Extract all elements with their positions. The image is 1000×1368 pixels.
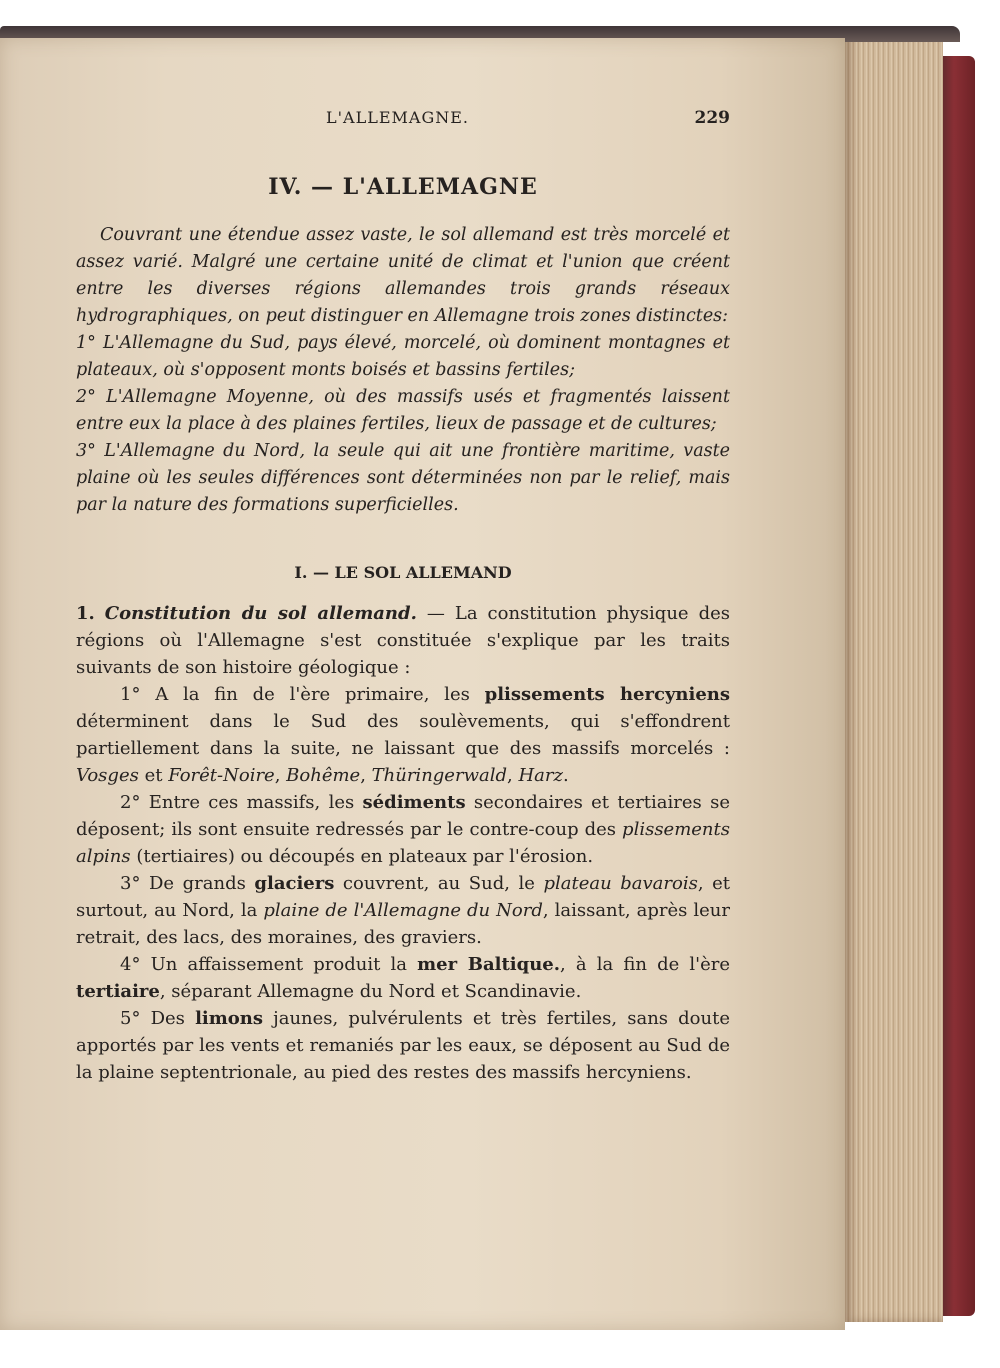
text-run: 2° Entre ces massifs, les [120,792,363,813]
book [0,26,975,1336]
paragraph-text: — La constitution physique des régions où l'Allemagne s'est constituée s'explique par les traits suivants de son histoire géologique : [76,603,730,678]
summary-item-north: 3° L'Allemagne du Nord, la seule qui ait une frontière maritime, vaste plaine où les seules différences sont déterminées non par le relief, mais par la nature des formations superficielles. [76,441,730,515]
place-name: plaine de l'Allemagne du Nord [263,900,543,921]
place-name: Thüringerwald [371,765,507,786]
place-name: Vosges [76,765,139,786]
text-run: 1° A la fin de l'ère primaire, les [120,684,485,705]
text-run: (tertiaires) ou découpés en plateaux par l'érosion. [130,846,594,867]
emphasis: limons [195,1008,264,1029]
chapter-title: IV. — L'ALLEMAGNE [268,174,538,200]
text-run: couvrent, au Sud, le [334,873,544,894]
emphasis-italic: plissements alpins [76,819,730,867]
paragraph-limons [76,1005,730,1086]
place-name: plateau bavarois [543,873,698,894]
page-content [76,108,730,1086]
text-run: , à la fin de l'ère [560,954,731,975]
paragraph-glaciers [76,870,730,951]
text-run: 3° De grands [120,873,255,894]
summary-paragraph: Couvrant une étendue assez vaste, le sol allemand est très morcelé et assez varié. Malgré une certaine unité de climat et l'union que créent entre les diverses régions allemandes trois grands réseaux hydrographiques, on peut distinguer en Allemagne trois zones distinctes: [76,225,730,326]
section-title: I. — LE SOL ALLEMAND [294,563,512,582]
emphasis: sédiments [362,792,466,813]
emphasis: tertiaire [76,981,160,1002]
running-head-title: L'ALLEMAGNE. [326,108,469,127]
summary-item-middle: 2° L'Allemagne Moyenne, où des massifs usés et fragmentés laissent entre eux la place à des plaines fertiles, lieux de passage et de cultures; [76,387,730,434]
text-run: déterminent dans le Sud des soulèvements, qui s'effondrent partiellement dans la suite, ne laissant que des massifs morcelés : [76,711,730,759]
text-run: 4° Un affaissement produit la [120,954,418,975]
running-head [76,108,730,138]
text-run: 5° Des [120,1008,196,1029]
book-page-edges [845,32,943,1322]
text-run: , [506,765,519,786]
text-run: et [138,765,169,786]
book-cover-edge [940,56,975,1316]
text-run: . [562,765,569,786]
chapter-summary [76,222,730,519]
paragraph-hercynian [76,681,730,789]
emphasis: mer Baltique. [417,954,561,975]
emphasis: glaciers [254,873,335,894]
paragraph-sediments [76,789,730,870]
text-run: , séparant Allemagne du Nord et Scandinavie. [159,981,582,1002]
emphasis: plissements hercyniens [484,684,731,705]
text-run: , laissant, après leur retrait, des lacs, des moraines, des graviers. [76,900,730,948]
page-number: 229 [694,108,730,128]
place-name: Bohême [286,765,361,786]
text-run: , [360,765,372,786]
text-run: , et surtout, au Nord, la [76,873,730,921]
paragraph-number: 1. [76,603,95,624]
text-run: secondaires et tertiaires se déposent; ils sont ensuite redressés par le contre-coup des [76,792,730,840]
text-run: jaunes, pulvérulents et très fertiles, sans doute apportés par les vents et remaniés par les eaux, se déposent au Sud de la plaine septentrionale, au pied des restes des massifs hercyniens. [76,1008,730,1083]
section-body [76,600,730,1086]
place-name: Harz [518,765,563,786]
paragraph-baltic [76,951,730,1005]
summary-item-south: 1° L'Allemagne du Sud, pays élevé, morcelé, où dominent montagnes et plateaux, où s'opposent monts boisés et bassins fertiles; [76,333,730,380]
text-run: , [274,765,287,786]
paragraph-constitution [76,600,730,681]
place-name: Forêt-Noire [168,765,275,786]
paragraph-heading: Constitution du sol allemand. [104,603,417,624]
